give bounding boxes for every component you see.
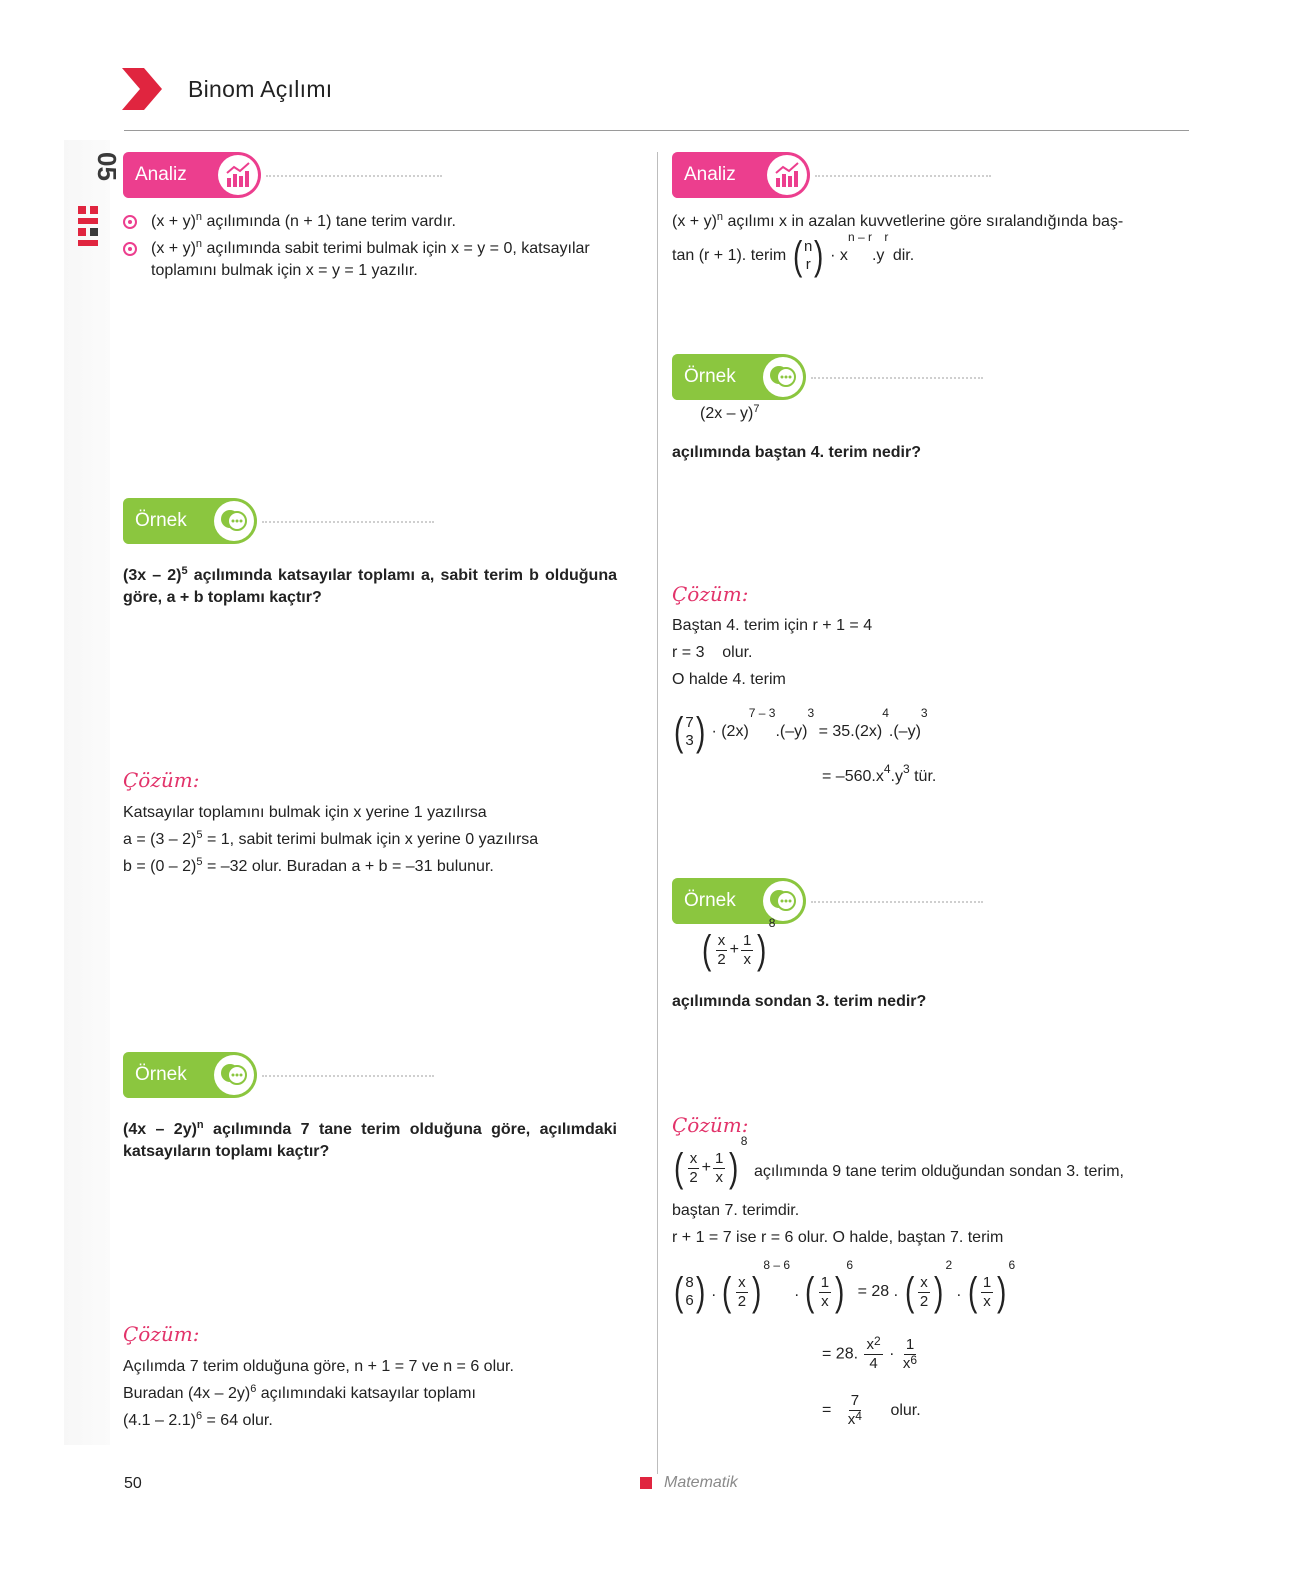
analiz-label: Analiz xyxy=(135,164,187,185)
chevron-right-icon xyxy=(120,66,164,112)
ornek-badge: Örnek xyxy=(672,878,806,924)
example-question: açılımında sondan 3. terim nedir? xyxy=(672,993,927,1010)
solution-formula: ( 8 6 ) . ( $\frac{x}{2}$ )$^{8 - 6}$ . ( $\frac{1}{x}$ )$^6$ = 28 . ( $\frac{x}{2}$ )$^2$ . ( $\frac{1}{x}$ )$^6$ xyxy=(673,1258,1016,1314)
bullet-icon xyxy=(123,242,137,256)
analiz-formula: tan (r + 1). terim ( n r ) · $x^{n - r}.y^r$ dir. xyxy=(672,229,915,278)
header-divider xyxy=(124,130,1189,131)
dotted-rule xyxy=(266,175,442,177)
analiz-badge xyxy=(123,152,261,198)
solution-line: r + 1 = 7 ise r = 6 olur. O halde, baştan 7. terim xyxy=(672,1229,1004,1246)
binomial-coefficient: ( 7 3 ) xyxy=(673,710,706,754)
speech-bubbles-icon xyxy=(768,886,798,916)
ornek-badge: Örnek xyxy=(123,1052,257,1098)
solution-formula: = $-560.x^4.y^3$ tür. xyxy=(822,762,937,785)
solution-line: Baştan 4. terim için r + 1 = 4 xyxy=(672,617,873,634)
ornek-badge: Örnek xyxy=(672,354,806,400)
solution-line: açılımında 9 tane terim olduğundan sondan 3. terim, xyxy=(754,1163,1124,1180)
example-expression: ( $\frac{x}{2}$ + $\frac{1}{x}$ )$^8$ xyxy=(701,916,776,972)
solution-line: O halde 4. terim xyxy=(672,671,786,688)
example-question: (4x – 2y)$^n$ açılımında 7 tane terim olduğuna göre, açılımdaki katsayıların toplamı kaçtır? xyxy=(123,1118,617,1160)
square-icon xyxy=(640,1477,652,1489)
analiz-item: $(x + y)^n$ açılımında (n + 1) tane terim vardır. xyxy=(151,211,621,233)
solution-line: Açılımda 7 terim olduğuna göre, n + 1 = 7 ve n = 6 olur. xyxy=(123,1358,514,1375)
solution-formula: = $\frac{7}{x^4}$ olur. xyxy=(822,1392,921,1428)
analiz-text: $(x + y)^n$ açılımı x in azalan kuvvetlerine göre sıralandığında baş- xyxy=(672,210,1124,230)
chart-icon xyxy=(772,160,802,190)
chart-icon xyxy=(223,160,253,190)
solution-line: Katsayılar toplamını bulmak için x yerine 1 yazılırsa xyxy=(123,804,487,821)
dotted-rule xyxy=(811,901,983,903)
solution-formula: = 28. $\frac{x^2}{4}$ · $\frac{1}{x^6}$ xyxy=(822,1334,918,1372)
speech-bubbles-icon xyxy=(219,506,249,536)
dotted-rule xyxy=(811,377,983,379)
solution-line: r = 3 olur. xyxy=(672,644,753,661)
bullet-icon xyxy=(123,215,137,229)
column-divider xyxy=(657,152,658,1474)
analiz-item: $(x + y)^n$ açılımında sabit terimi bulmak için x = y = 0, katsayılar toplamını bulmak için x = y = 1 yazılır. xyxy=(151,238,621,282)
dotted-rule xyxy=(262,521,434,523)
dotted-rule xyxy=(262,1075,434,1077)
chapter-code xyxy=(70,148,122,256)
example-question: açılımında baştan 4. terim nedir? xyxy=(672,444,921,461)
solution-line: b = (0 – 2)$^5$ = –32 olur. Buradan a + b = –31 bulunur. xyxy=(123,855,494,875)
binomial-coefficient: ( 8 6 ) xyxy=(673,1270,706,1314)
example-question: (3x – 2)$^5$ açılımında katsayılar toplamı a, sabit terim b olduğuna göre, a + b toplamı kaçtır? xyxy=(123,564,618,606)
cozum-label: Çözüm: xyxy=(672,582,749,606)
solution-expression: ( $\frac{x}{2}$ + $\frac{1}{x}$ )$^8$ xyxy=(673,1134,748,1190)
dotted-rule xyxy=(815,175,991,177)
solution-line: Buradan (4x – 2y)$^6$ açılımındaki katsayılar toplamı xyxy=(123,1382,476,1402)
cozum-label: Çözüm: xyxy=(123,1322,200,1346)
analiz-badge: Analiz xyxy=(672,152,810,198)
example-expression: (2x – y)$^7$ xyxy=(700,402,760,422)
cozum-label: Çözüm: xyxy=(123,768,200,792)
solution-line: a = (3 – 2)$^5$ = 1, sabit terimi bulmak için x yerine 0 yazılırsa xyxy=(123,828,539,848)
chapter-number: 05 xyxy=(92,152,122,181)
binomial-coefficient: ( n r ) xyxy=(792,234,824,278)
page-number: 50 xyxy=(124,1475,142,1492)
page-title: Binom Açılımı xyxy=(188,76,333,102)
solution-line: (4.1 – 2.1)$^6$ = 64 olur. xyxy=(123,1409,273,1429)
speech-bubbles-icon xyxy=(219,1060,249,1090)
ornek-badge: Örnek xyxy=(123,498,257,544)
chapter-code-icon xyxy=(70,148,122,256)
speech-bubbles-icon xyxy=(768,362,798,392)
solution-formula: ( 7 3 ) · $(2x)^{7 - 3}.(-y)^3 = 35.(2x)^4.(-y)^3$ xyxy=(673,705,928,754)
subject-label: Matematik xyxy=(664,1474,738,1491)
solution-line: baştan 7. terimdir. xyxy=(672,1202,800,1219)
cozum-label: Çözüm: xyxy=(672,1113,749,1137)
sidebar-strip xyxy=(64,140,110,1445)
